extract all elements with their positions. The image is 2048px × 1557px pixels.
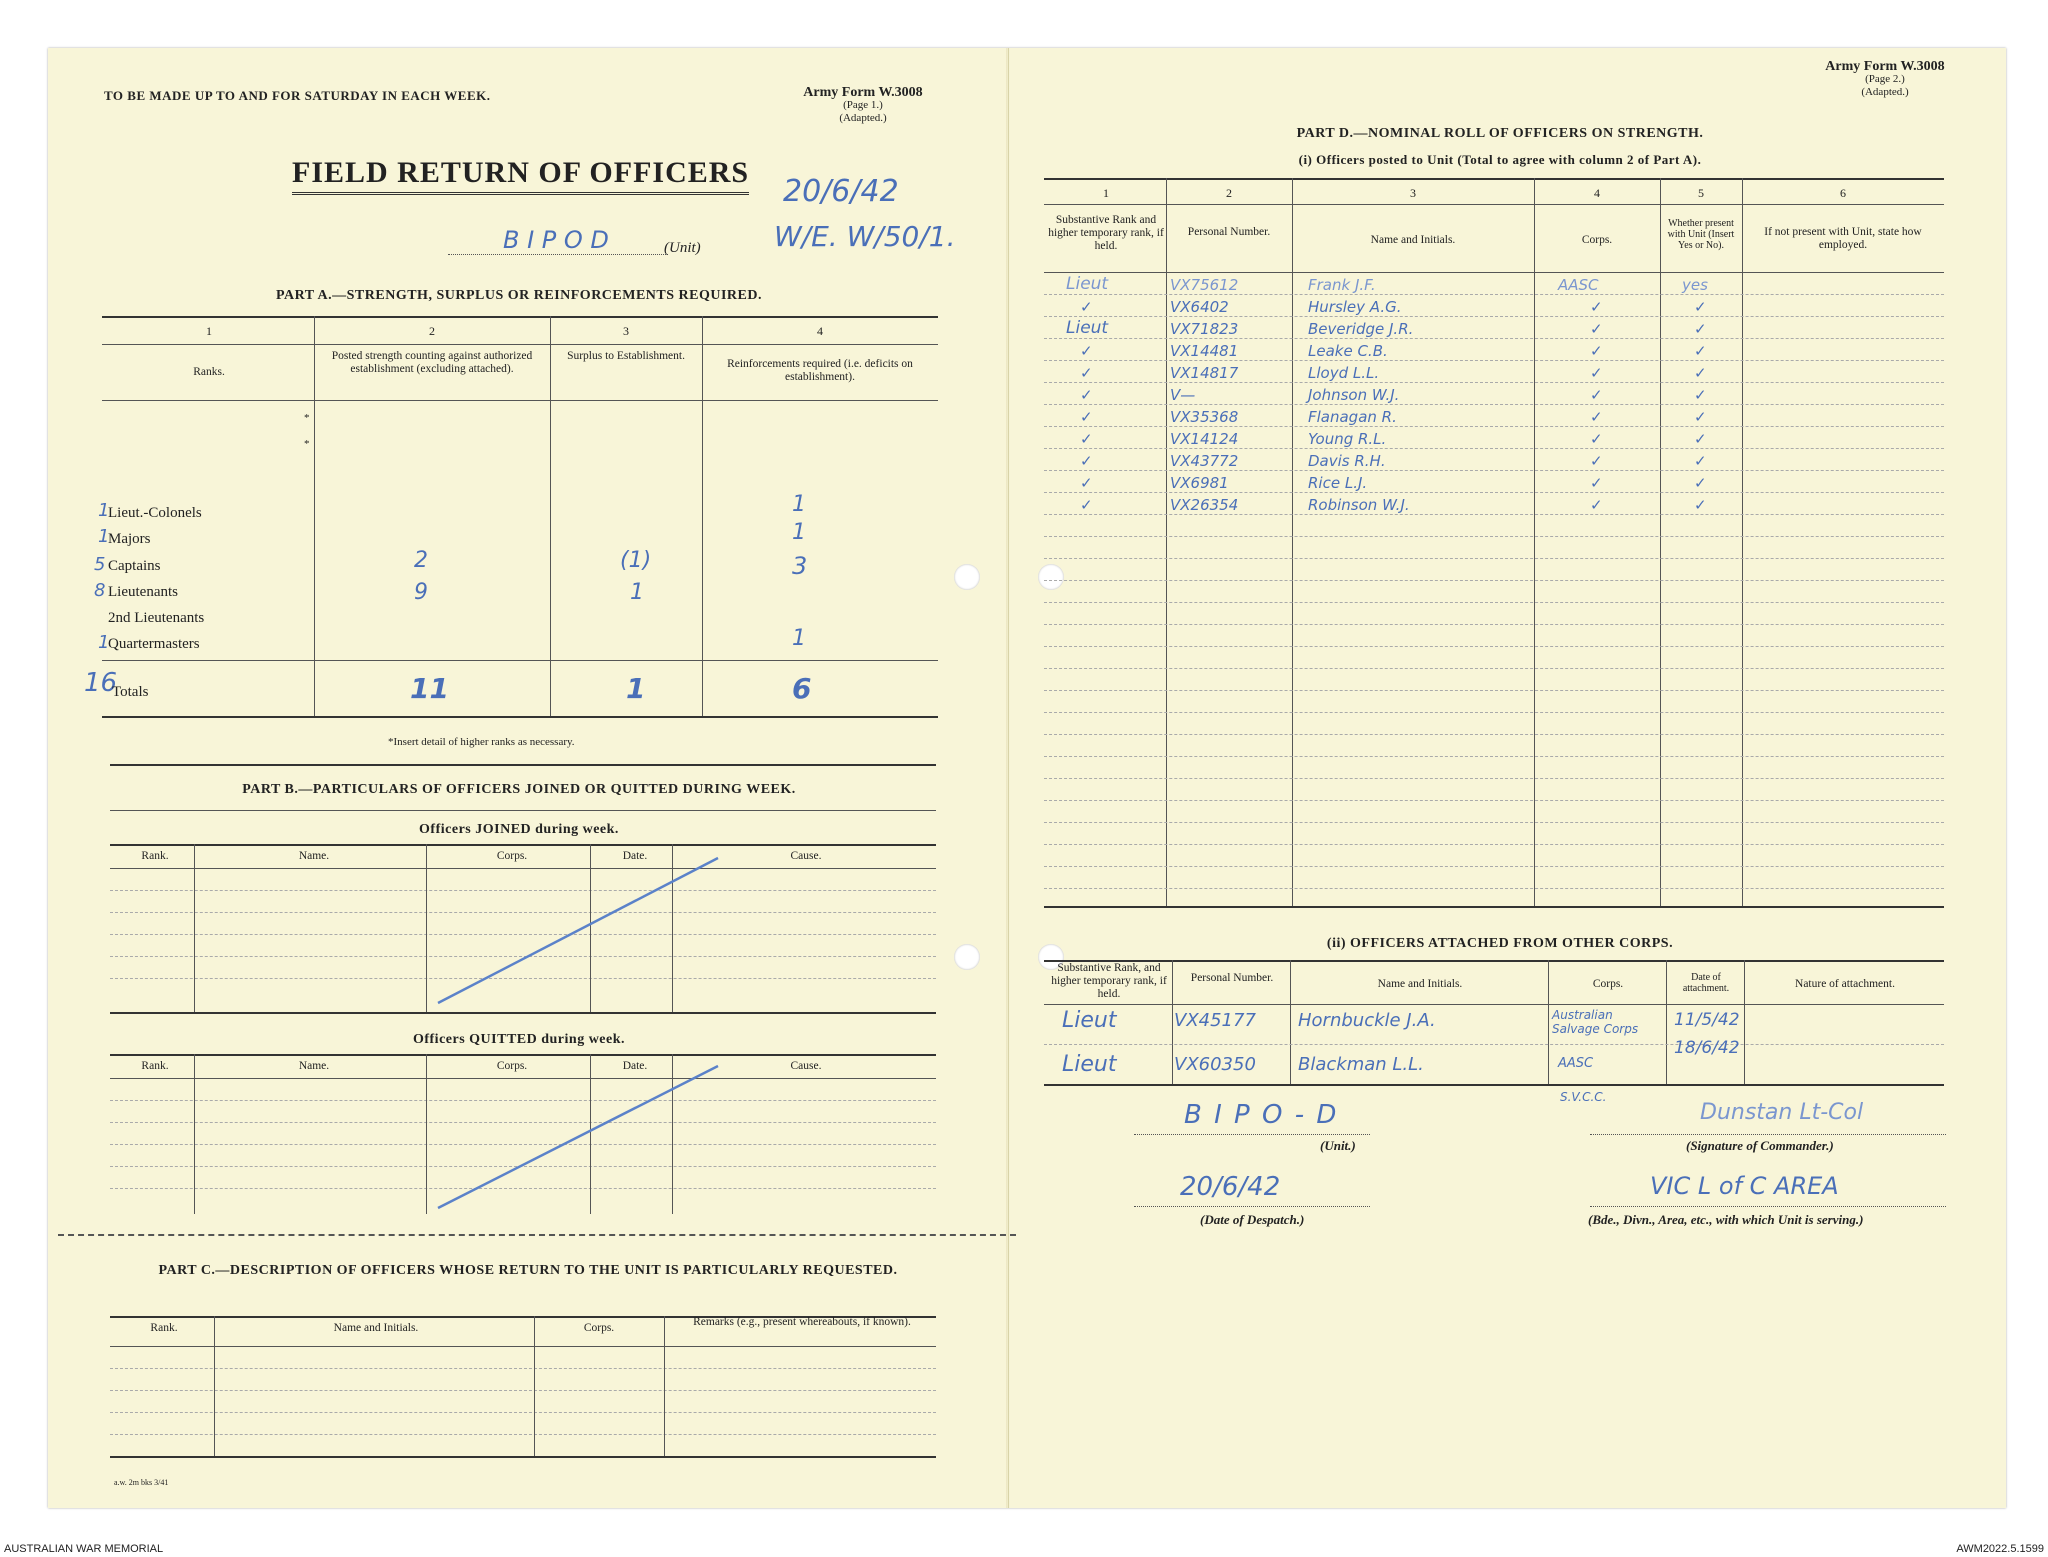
roll-present: ✓ [1694, 474, 1707, 492]
part-b-top-rule [110, 810, 936, 811]
signoff-unit-value: B I P O - D [1184, 1100, 1339, 1130]
part-d-row-line [1044, 404, 1944, 405]
roll-present: ✓ [1694, 342, 1707, 360]
part-c-col-remarks: Remarks (e.g., present whereabouts, if known). [693, 1316, 911, 1328]
attached-vline [1290, 960, 1291, 1084]
part-a-vline-1 [314, 316, 315, 660]
attached-col-date: Date of attachment. [1682, 972, 1730, 994]
part-a-totals-surplus: 1 [626, 672, 646, 705]
quitted-vline [194, 1054, 195, 1214]
part-d-row-line [1044, 690, 1944, 691]
part-d-row-line [1044, 514, 1944, 515]
part-a-vline-3 [702, 316, 703, 660]
attached-date: 18/6/42 [1674, 1038, 1740, 1058]
roll-corps: ✓ [1590, 386, 1603, 404]
part-a-colnum-1: 1 [206, 324, 212, 338]
part-d-row-line [1044, 536, 1944, 537]
part-a-margin-lieutenants: 8 [94, 580, 106, 601]
handwritten-date: 20/6/42 [783, 174, 899, 209]
attached-col-corps: Corps. [1592, 978, 1624, 990]
page-1 [48, 48, 1009, 1508]
roll-number: VX14817 [1170, 364, 1239, 382]
roll-name: Lloyd L.L. [1308, 364, 1380, 382]
part-c-row-line [110, 1390, 936, 1391]
part-a-top-rule [102, 316, 938, 318]
part-d-row-line [1044, 668, 1944, 669]
attached-col-name: Name and Initials. [1377, 978, 1463, 990]
part-a-posted-lieutenants: 9 [414, 580, 428, 605]
joined-table-top-rule [110, 844, 936, 846]
roll-rank: ✓ [1080, 452, 1093, 470]
area-value: VIC L of C AREA [1650, 1172, 1839, 1200]
part-d-row-line [1044, 448, 1944, 449]
part-d-row-line [1044, 844, 1944, 845]
part-a-heading: PART A.—STRENGTH, SURPLUS OR REINFORCEMENTS REQUIRED. [275, 288, 762, 303]
quitted-table-top-rule [110, 1054, 936, 1056]
part-c-bottom-rule [110, 1456, 936, 1458]
roll-corps: ✓ [1590, 474, 1603, 492]
roll-name: Frank J.F. [1308, 276, 1376, 294]
roll-number: VX6981 [1170, 474, 1229, 492]
quitted-vline [426, 1054, 427, 1214]
form-number: Army Form W.3008 [1825, 59, 1945, 74]
attached-bottom-rule [1044, 1084, 1944, 1086]
part-d-vline [1534, 178, 1535, 906]
attached-col-number: Personal Number. [1190, 972, 1274, 984]
archive-accession-number: AWM2022.5.1599 [1956, 1543, 2044, 1555]
attached-vline [1666, 960, 1667, 1084]
part-d-colnum-1: 1 [1103, 186, 1109, 200]
commander-signature: Dunstan Lt-Col [1700, 1100, 1864, 1125]
part-d-row-line [1044, 492, 1944, 493]
part-a-totals-rule [102, 660, 938, 661]
attached-name: Blackman L.L. [1298, 1054, 1424, 1075]
roll-present: ✓ [1694, 496, 1707, 514]
roll-present: ✓ [1694, 452, 1707, 470]
part-a-rank-lieutenants: Lieutenants [108, 584, 178, 600]
roll-rank: ✓ [1080, 430, 1093, 448]
form-sheet [48, 48, 2006, 1508]
roll-name: Rice L.J. [1308, 474, 1368, 492]
quitted-col-rank: Rank. [141, 1060, 169, 1072]
part-d-header-number: Personal Number. [1187, 226, 1271, 238]
top-note: TO BE MADE UP TO AND FOR SATURDAY IN EACH WEEK. [104, 88, 491, 103]
part-c-vline [534, 1316, 535, 1456]
part-a-rank-ltcol: Lieut.-Colonels [108, 505, 202, 521]
roll-corps: ✓ [1590, 298, 1603, 316]
roll-number: VX35368 [1170, 408, 1239, 426]
part-a-rank-majors: Majors [108, 531, 151, 547]
roll-present: ✓ [1694, 386, 1707, 404]
part-a-totals-vline-2 [550, 660, 551, 716]
attached-number: VX60350 [1174, 1054, 1256, 1075]
part-a-totals-label: Totals [112, 684, 149, 700]
roll-corps: ✓ [1590, 320, 1603, 338]
signoff-unit-label: (Unit.) [1320, 1138, 1356, 1153]
roll-present: ✓ [1694, 320, 1707, 338]
part-a-header-ranks: Ranks. [193, 366, 225, 378]
form-reference-page1 [788, 86, 938, 125]
part-d-vline [1166, 178, 1167, 906]
roll-number: VX26354 [1170, 496, 1239, 514]
part-a-colnum-2: 2 [429, 324, 435, 338]
part-d-header-name: Name and Initials. [1370, 234, 1456, 246]
attached-vline [1172, 960, 1173, 1084]
part-d-vline [1742, 178, 1743, 906]
part-d-header-rank: Substantive Rank and higher temporary rank, if held. [1048, 214, 1164, 252]
part-c-header-rule [110, 1346, 936, 1347]
attached-col-nature: Nature of attachment. [1795, 978, 1895, 990]
roll-rank: Lieut [1066, 274, 1109, 294]
part-d-row-line [1044, 382, 1944, 383]
part-d-top-rule [1044, 178, 1944, 180]
part-c-col-corps: Corps. [583, 1322, 615, 1334]
part-a-rank-captains: Captains [108, 558, 161, 574]
part-a-header-reinforcements: Reinforcements required (i.e. deficits on establishment). [727, 358, 913, 383]
attached-number: VX45177 [1174, 1010, 1256, 1031]
part-b-heading: PART B.—PARTICULARS OF OFFICERS JOINED OR QUITTED DURING WEEK. [242, 782, 796, 797]
part-c-heading: PART C.—DESCRIPTION OF OFFICERS WHOSE RETURN TO THE UNIT IS PARTICULARLY REQUESTED. [158, 1263, 898, 1278]
roll-corps: ✓ [1590, 342, 1603, 360]
roll-name: Robinson W.J. [1308, 496, 1410, 514]
area-line [1590, 1206, 1946, 1207]
part-d-row-line [1044, 558, 1944, 559]
roll-corps: ✓ [1590, 430, 1603, 448]
despatch-date-label: (Date of Despatch.) [1200, 1212, 1305, 1227]
page-2 [1010, 48, 2006, 1508]
quitted-col-cause: Cause. [790, 1060, 822, 1072]
page-number: (Page 1.) [843, 99, 883, 111]
part-d-colnum-5: 5 [1698, 186, 1704, 200]
roll-rank: Lieut [1066, 318, 1109, 338]
roll-corps: ✓ [1590, 452, 1603, 470]
part-c-col-rank: Rank. [150, 1322, 178, 1334]
part-d-colnum-4: 4 [1594, 186, 1600, 200]
part-a-totals-reinf: 6 [792, 672, 812, 705]
handwritten-week-ending: W/E. W/50/1. [774, 220, 956, 253]
part-d-num-rule [1044, 204, 1944, 205]
quitted-col-name: Name. [298, 1060, 330, 1072]
part-a-num-rule [102, 344, 938, 345]
roll-number: VX71823 [1170, 320, 1239, 338]
part-a-bottom-rule [102, 716, 938, 718]
part-c-row-line [110, 1434, 936, 1435]
part-d-header-corps: Corps. [1581, 234, 1613, 246]
attached-top-rule [1044, 960, 1944, 962]
roll-corps: ✓ [1590, 364, 1603, 382]
part-d-row-line [1044, 888, 1944, 889]
roll-rank: ✓ [1080, 474, 1093, 492]
attached-header-rule [1044, 1004, 1944, 1005]
despatch-date-line [1134, 1206, 1370, 1207]
unit-line [448, 226, 668, 255]
roll-name: Flanagan R. [1308, 408, 1397, 426]
attached-col-rank: Substantive Rank, and higher temporary rank, if held. [1051, 962, 1167, 1000]
attached-row-line [1044, 1044, 1944, 1045]
part-c-vline [664, 1316, 665, 1456]
part-d-row-line [1044, 338, 1944, 339]
part-a-header-rule [102, 400, 938, 401]
part-a-colnum-3: 3 [623, 324, 629, 338]
punch-hole [954, 564, 980, 590]
roll-name: Hursley A.G. [1308, 298, 1402, 316]
joined-vline [194, 844, 195, 1012]
part-d-row-line [1044, 360, 1944, 361]
part-a-margin-captains: 5 [94, 554, 106, 575]
joined-col-name: Name. [298, 850, 330, 862]
joined-col-corps: Corps. [496, 850, 528, 862]
part-a-rank-2nd-lieutenants: 2nd Lieutenants [108, 610, 205, 626]
form-title: FIELD RETURN OF OFFICERS [292, 156, 749, 195]
part-d-subheading: (i) Officers posted to Unit (Total to agree with column 2 of Part A). [1298, 152, 1702, 167]
part-a-reinf-ltcol: 1 [792, 492, 806, 517]
roll-present: ✓ [1694, 364, 1707, 382]
roll-rank: ✓ [1080, 386, 1093, 404]
part-d-row-line [1044, 294, 1944, 295]
part-a-reinf-majors: 1 [792, 520, 806, 545]
tear-line [58, 1234, 1016, 1236]
roll-number: VX6402 [1170, 298, 1229, 316]
part-a-surplus-captains: (1) [620, 548, 652, 573]
attached-name: Hornbuckle J.A. [1298, 1010, 1436, 1031]
part-a-totals-posted: 11 [410, 672, 449, 705]
part-a-row-higher-2: * [304, 438, 310, 450]
part-c-col-name: Name and Initials. [333, 1322, 419, 1334]
adapted-note: (Adapted.) [1861, 86, 1909, 98]
attached-rank: Lieut [1062, 1052, 1117, 1077]
part-a-row-higher-1: * [304, 412, 310, 424]
part-d-row-line [1044, 734, 1944, 735]
part-a-colnum-4: 4 [817, 324, 823, 338]
roll-number: V— [1170, 386, 1196, 404]
joined-vline [426, 844, 427, 1012]
page-number: (Page 2.) [1865, 73, 1905, 85]
part-d-row-line [1044, 580, 1944, 581]
part-d-row-line [1044, 470, 1944, 471]
roll-present: ✓ [1694, 408, 1707, 426]
part-c-row-line [110, 1412, 936, 1413]
quitted-nil-strike [428, 1058, 728, 1213]
part-a-header-posted: Posted strength counting against authorized establishment (excluding attached). [331, 350, 533, 375]
print-code: a.w. 2m bks 3/41 [114, 1478, 169, 1487]
roll-name: Davis R.H. [1308, 452, 1386, 470]
part-c-vline [214, 1316, 215, 1456]
quitted-col-corps: Corps. [496, 1060, 528, 1072]
signoff-unit-line [1134, 1134, 1370, 1135]
roll-rank: ✓ [1080, 496, 1093, 514]
form-reference-page2 [1790, 60, 1980, 99]
part-a-totals-vline-1 [314, 660, 315, 716]
part-d-row-line [1044, 800, 1944, 801]
signature-label: (Signature of Commander.) [1686, 1138, 1834, 1153]
signature-line [1590, 1134, 1946, 1135]
joined-col-rank: Rank. [141, 850, 169, 862]
joined-table-bottom-rule [110, 1012, 936, 1014]
joined-nil-strike [428, 848, 728, 1008]
part-a-posted-captains: 2 [414, 548, 428, 573]
part-a-totals-margin: 16 [84, 668, 118, 698]
part-a-margin-majors: 1 [98, 526, 110, 547]
adapted-note: (Adapted.) [839, 112, 887, 124]
punch-hole [954, 944, 980, 970]
part-a-surplus-lieutenants: 1 [630, 580, 644, 605]
part-a-footnote-rule [110, 764, 936, 766]
part-d-row-line [1044, 822, 1944, 823]
roll-present: ✓ [1694, 430, 1707, 448]
roll-rank: ✓ [1080, 342, 1093, 360]
joined-heading: Officers JOINED during week. [419, 822, 619, 837]
roll-present: yes [1682, 276, 1708, 294]
part-d-row-line [1044, 778, 1944, 779]
roll-rank: ✓ [1080, 408, 1093, 426]
roll-rank: ✓ [1080, 364, 1093, 382]
part-d-heading: PART D.—NOMINAL ROLL OF OFFICERS ON STRENGTH. [1296, 126, 1704, 141]
part-d-vline [1292, 178, 1293, 906]
attached-rank: Lieut [1062, 1008, 1117, 1033]
attached-vline [1548, 960, 1549, 1084]
unit-value: B I P O D [503, 226, 609, 254]
part-a-reinf-quartermasters: 1 [792, 626, 806, 651]
part-a-vline-2 [550, 316, 551, 660]
roll-number: VX43772 [1170, 452, 1239, 470]
part-d-row-line [1044, 712, 1944, 713]
roll-corps: ✓ [1590, 408, 1603, 426]
archive-credit: AUSTRALIAN WAR MEMORIAL [4, 1543, 164, 1555]
part-d-row-line [1044, 426, 1944, 427]
part-a-totals-vline-3 [702, 660, 703, 716]
attached-corps: AASC [1558, 1056, 1594, 1071]
part-d-colnum-6: 6 [1840, 186, 1846, 200]
svcc-note: S.V.C.C. [1560, 1090, 1607, 1104]
form-number: Army Form W.3008 [803, 85, 923, 100]
attached-date: 11/5/42 [1674, 1010, 1740, 1030]
part-d-row-line [1044, 316, 1944, 317]
quitted-heading: Officers QUITTED during week. [412, 1032, 626, 1047]
part-d-vline [1660, 178, 1661, 906]
part-d-header-employed: If not present with Unit, state how employed. [1764, 226, 1922, 251]
attached-heading: (ii) OFFICERS ATTACHED FROM OTHER CORPS. [1326, 936, 1674, 951]
roll-name: Leake C.B. [1308, 342, 1388, 360]
roll-name: Beveridge J.R. [1308, 320, 1414, 338]
joined-col-cause: Cause. [790, 850, 822, 862]
part-a-reinf-captains: 3 [792, 552, 808, 580]
part-d-colnum-2: 2 [1226, 186, 1232, 200]
quitted-col-date: Date. [622, 1060, 648, 1072]
area-label: (Bde., Divn., Area, etc., with which Unit is serving.) [1588, 1212, 1864, 1227]
part-d-header-rule [1044, 272, 1944, 273]
part-a-header-surplus: Surplus to Establishment. [567, 350, 685, 362]
part-d-colnum-3: 3 [1410, 186, 1416, 200]
part-d-row-line [1044, 624, 1944, 625]
part-a-margin-ltcol: 1 [98, 500, 110, 521]
part-a-footnote: *Insert detail of higher ranks as necessary. [388, 736, 575, 748]
part-d-header-present: Whether present with Unit (Insert Yes or No). [1667, 218, 1735, 251]
roll-name: Johnson W.J. [1308, 386, 1400, 404]
despatch-date-value: 20/6/42 [1180, 1172, 1281, 1202]
part-c-row-line [110, 1368, 936, 1369]
part-d-row-line [1044, 602, 1944, 603]
part-d-bottom-rule [1044, 906, 1944, 908]
part-d-row-line [1044, 756, 1944, 757]
roll-number: VX14124 [1170, 430, 1239, 448]
roll-number: VX14481 [1170, 342, 1239, 360]
part-d-row-line [1044, 646, 1944, 647]
unit-label: (Unit) [664, 240, 701, 256]
attached-vline [1744, 960, 1745, 1084]
roll-number: VX75612 [1170, 276, 1239, 294]
roll-corps: AASC [1558, 276, 1599, 294]
part-d-row-line [1044, 866, 1944, 867]
roll-name: Young R.L. [1308, 430, 1387, 448]
roll-rank: ✓ [1080, 298, 1093, 316]
roll-corps: ✓ [1590, 496, 1603, 514]
attached-corps: Australian Salvage Corps [1552, 1008, 1639, 1036]
joined-col-date: Date. [622, 850, 648, 862]
part-a-rank-quartermasters: Quartermasters [108, 636, 200, 652]
part-a-margin-quartermasters: 1 [98, 632, 110, 653]
roll-present: ✓ [1694, 298, 1707, 316]
